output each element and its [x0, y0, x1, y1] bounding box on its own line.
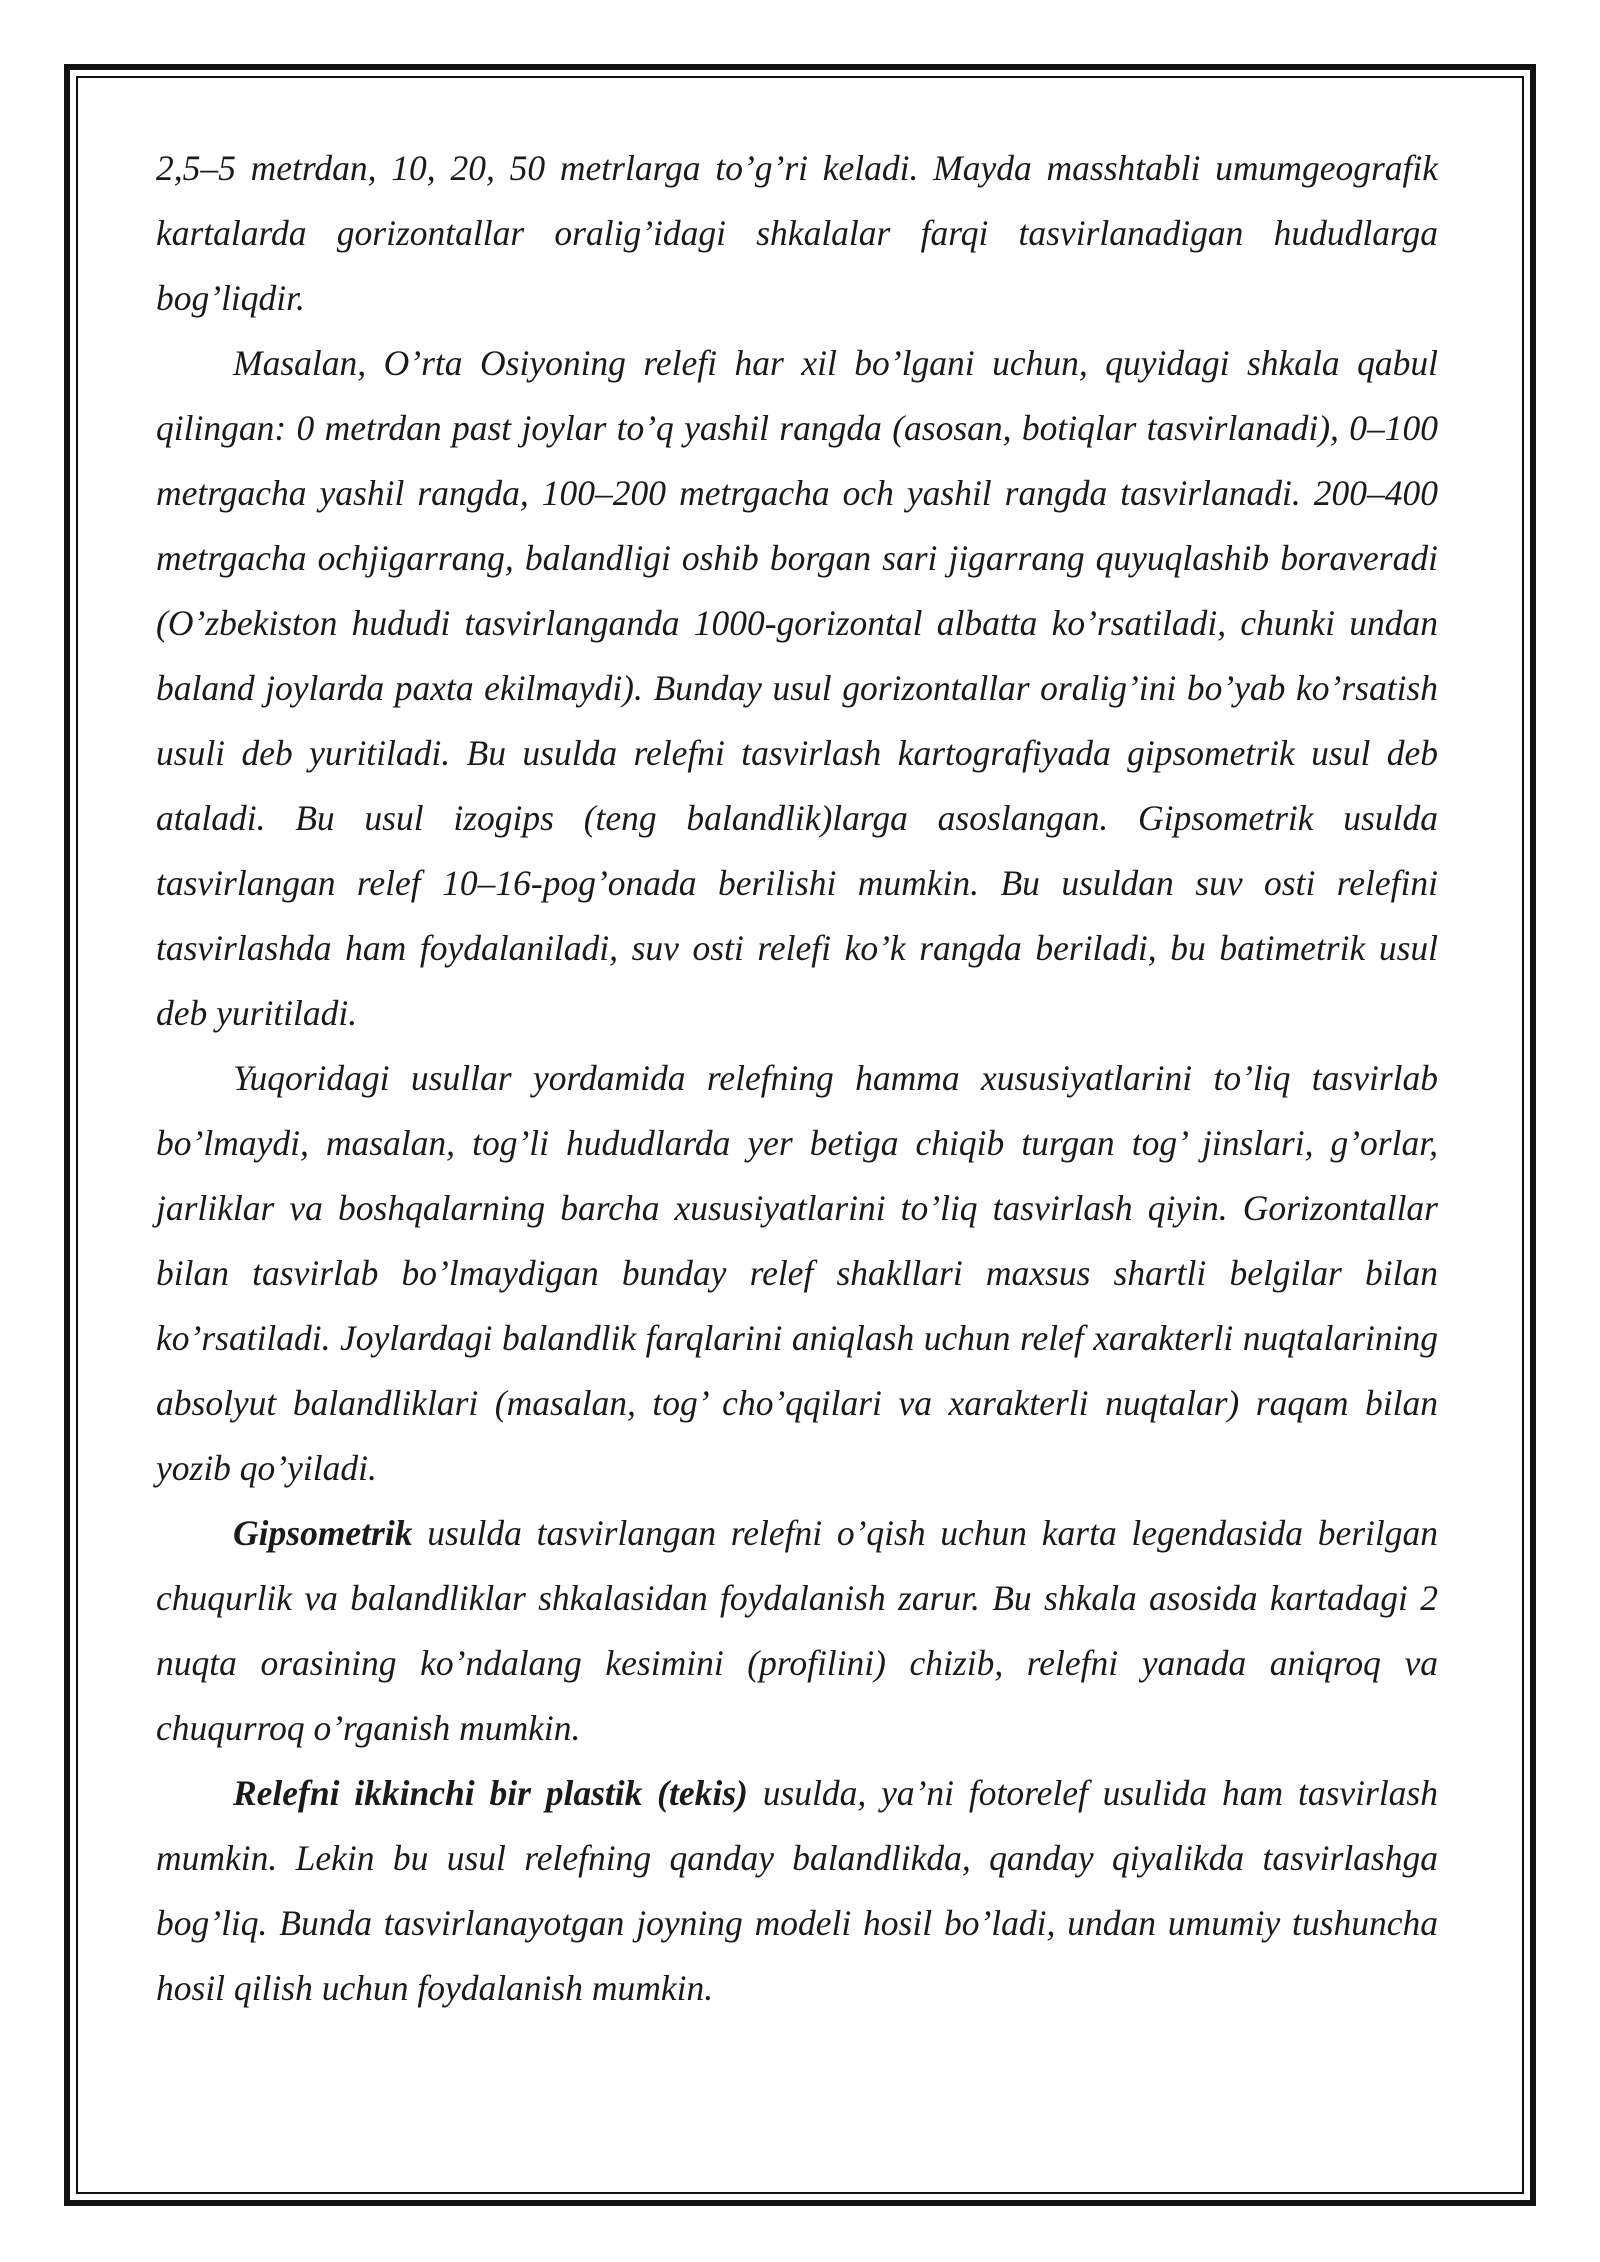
paragraph-3-text: Yuqoridagi usullar yordamida relefning hamma xususiyatlarini to’liq tasvirlab bo’lmaydi, masalan, tog’li hududlarda yer betiga chiqib turgan tog’ jinslari, g’orlar, jarliklar va boshqalarning barcha xususiyatlarini to’liq tasvirlash qiyin. Gorizontallar bilan tasvirlab bo’lmaydigan bunday relef shakllari maxsus shartli belgilar bilan ko’rsatiladi. Joylardagi balandlik farqlarini aniqlash uchun relef xarakterli nuqtalarining absolyut balandliklari (masalan, tog’ cho’qqilari va xarakterli nuqtalar) raqam bilan yozib qo’yiladi. [156, 1058, 1438, 1488]
paragraph-5-bold-term: Relefni ikkinchi bir plastik (tekis) [233, 1773, 748, 1813]
paragraph-5 [156, 1761, 1438, 2021]
paragraph-4-text: usulda tasvirlangan relefni o’qish uchun karta legendasida berilgan chuqurlik va balandliklar shkalasidan foydalanish zarur. Bu shkala asosida kartadagi 2 nuqta orasining ko’ndalang kesimini (profilini) chizib, relefni yanada aniqroq va chuqurroq o’rganish mumkin. [156, 1513, 1438, 1748]
paragraph-2 [156, 331, 1438, 1046]
paragraph-5-text: usulda, ya’ni fotorelef usulida ham tasvirlash mumkin. Lekin bu usul relefning qanday balandlikda, qanday qiyalikda tasvirlashga bog’liq. Bunda tasvirlanayotgan joyning modeli hosil bo’ladi, undan umumiy tushuncha hosil qilish uchun foydalanish mumkin. [156, 1773, 1438, 2008]
document-body [156, 136, 1438, 2021]
paragraph-4 [156, 1501, 1438, 1761]
paragraph-4-bold-term: Gipsometrik [233, 1513, 413, 1553]
paragraph-1 [156, 136, 1438, 331]
paragraph-3 [156, 1046, 1438, 1501]
paragraph-2-text: Masalan, O’rta Osiyoning relefi har xil bo’lgani uchun, quyidagi shkala qabul qilingan: 0 metrdan past joylar to’q yashil rangda (asosan, botiqlar tasvirlanadi), 0–100 metrgacha yashil rangda, 100–200 metrgacha och yashil rangda tasvirlanadi. 200–400 metrgacha ochjigarrang, balandligi oshib borgan sari jigarrang quyuqlashib boraveradi (O’zbekiston hududi tasvirlanganda 1000-gorizontal albatta ko’rsatiladi, chunki undan baland joylarda paxta ekilmaydi). Bunday usul gorizontallar oralig’ini bo’yab ko’rsatish usuli deb yuritiladi. Bu usulda relefni tasvirlash kartografiyada gipsometrik usul deb ataladi. Bu usul izogips (teng balandlik)larga asoslangan. Gipsometrik usulda tasvirlangan relef 10–16-pog’onada berilishi mumkin. Bu usuldan suv osti relefini tasvirlashda ham foydalaniladi, suv osti relefi ko’k rangda beriladi, bu batimetrik usul deb yuritiladi. [156, 343, 1438, 1033]
paragraph-1-text: 2,5–5 metrdan, 10, 20, 50 metrlarga to’g’ri keladi. Mayda masshtabli umumgeografik kartalarda gorizontallar oralig’idagi shkalalar farqi tasvirlanadigan hududlarga bog’liqdir. [156, 148, 1438, 318]
